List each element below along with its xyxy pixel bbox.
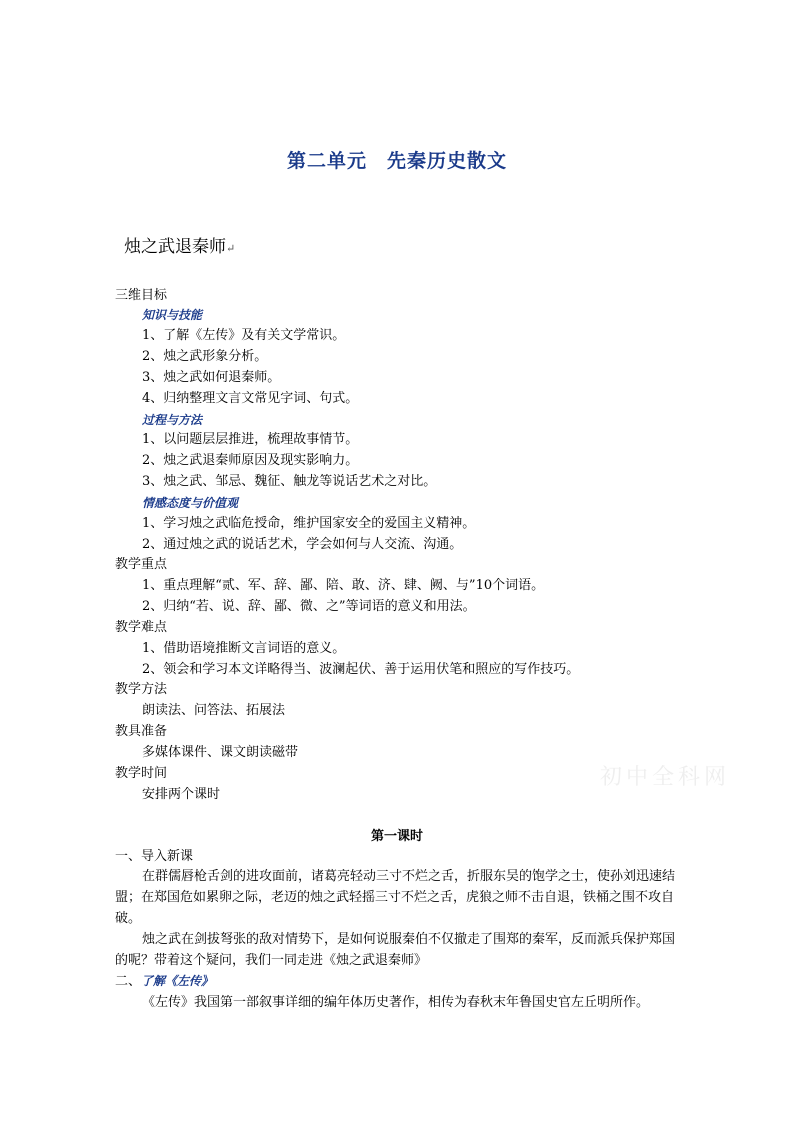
knowledge-item: 1、了解《左传》及有关文学常识。 (142, 328, 346, 343)
objectives-heading: 三维目标 (115, 288, 168, 303)
knowledge-label: 知识与技能 (142, 308, 203, 322)
difficulty-item: 1、借助语境推断文言词语的意义。 (142, 641, 346, 656)
tools-heading: 教具准备 (115, 724, 168, 739)
first-lesson-title: 第一课时 (370, 829, 423, 844)
process-item: 1、以问题层层推进，梳理故事情节。 (142, 432, 359, 447)
watermark: 初中全科网 (600, 765, 731, 790)
emotion-item: 2、通过烛之武的说话艺术，学会如何与人交流、沟通。 (142, 537, 463, 552)
unit-title: 第二单元 先秦历史散文 (286, 150, 507, 172)
zuozhuan-heading (115, 971, 213, 992)
process-item: 3、烛之武、邹忌、魏征、触龙等说话艺术之对比。 (142, 474, 437, 489)
key-points-heading: 教学重点 (115, 557, 168, 572)
knowledge-item: 4、归纳整理文言文常见字词、句式。 (142, 391, 359, 406)
lesson-title (124, 232, 235, 257)
difficulty-item: 2、领会和学习本文详略得当、波澜起伏、善于运用伏笔和照应的写作技巧。 (142, 662, 580, 677)
methods-heading: 教学方法 (115, 682, 168, 697)
paragraph-mark: ↵ (226, 242, 236, 255)
emotion-item: 1、学习烛之武临危授命，维护国家安全的爱国主义精神。 (142, 516, 476, 531)
key-point-item: 2、归纳“若、说、辞、鄙、微、之”等词语的意义和用法。 (142, 599, 476, 614)
emotion-label: 情感态度与价值观 (142, 496, 239, 510)
lesson-title-text: 烛之武退秦师 (124, 237, 226, 257)
process-label: 过程与方法 (142, 413, 203, 427)
key-point-item: 1、重点理解“贰、军、辞、鄙、陪、敢、济、肆、阙、与”10个词语。 (142, 578, 545, 593)
tools-text: 多媒体课件、课文朗读磁带 (142, 745, 299, 760)
knowledge-item: 2、烛之武形象分析。 (142, 349, 268, 364)
difficulties-heading: 教学难点 (115, 620, 168, 635)
zuozhuan-heading-emph: 了解《左传》 (141, 974, 214, 988)
intro-paragraph: 烛之武在剑拔弩张的敌对情势下，是如何说服秦伯不仅撤走了围郑的秦军，反而派兵保护郑国的呢？带着这个疑问，我们一同走进《烛之武退秦师》 (115, 932, 676, 968)
zuozhuan-heading-prefix: 二、 (115, 974, 142, 989)
process-item: 2、烛之武退秦师原因及现实影响力。 (142, 453, 359, 468)
knowledge-item: 3、烛之武如何退秦师。 (142, 370, 281, 385)
zuozhuan-paragraph: 《左传》我国第一部叙事详细的编年体历史著作，相传为春秋末年鲁国史官左丘明所作。 (142, 995, 650, 1010)
time-heading: 教学时间 (115, 766, 168, 781)
methods-text: 朗读法、问答法、拓展法 (142, 703, 286, 718)
time-text: 安排两个课时 (142, 787, 221, 802)
intro-paragraph: 在群儒唇枪舌剑的进攻面前，诸葛亮轻动三寸不烂之舌，折服东吴的饱学之士，使孙刘迅速结盟；在郑国危如累卵之际，老迈的烛之武轻摇三寸不烂之舌，虎狼之师不击自退，铁桶之围不攻自破。 (115, 869, 676, 926)
intro-heading: 一、导入新课 (115, 849, 194, 864)
